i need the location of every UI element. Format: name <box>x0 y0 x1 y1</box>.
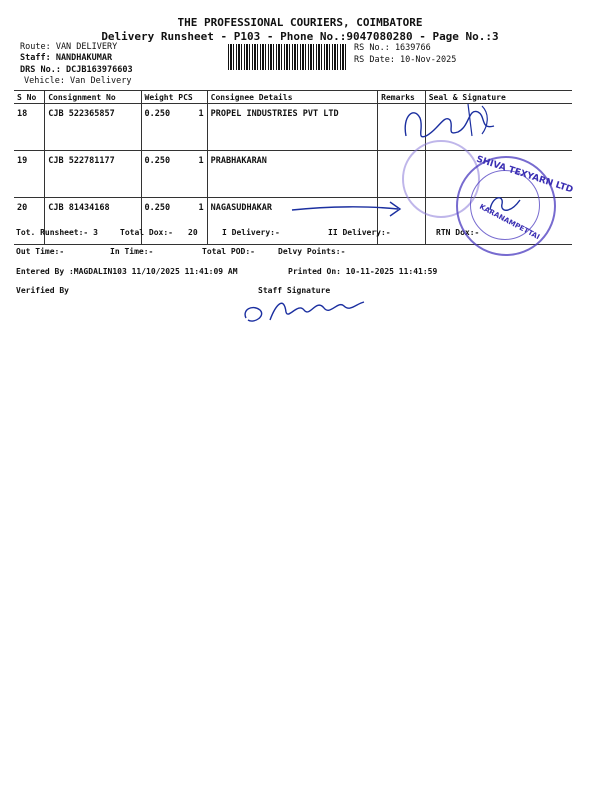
col-pcs: PCS <box>178 92 193 102</box>
barcode <box>228 44 348 70</box>
i-delivery: I Delivery:- <box>222 228 280 237</box>
row-weight-pcs: 0.250 1 <box>141 104 207 151</box>
col-weight: Weight PCS <box>141 91 207 104</box>
row-consignment: CJB 522781177 <box>45 151 141 198</box>
in-time: In Time:- <box>110 247 154 256</box>
verified-by: Verified By <box>16 286 69 295</box>
runsheet-subtitle: Delivery Runsheet - P103 - Phone No.:9047080280 - Page No.:3 <box>101 30 499 43</box>
drs-number: DRS No.: DCJB163976603 <box>20 65 133 75</box>
col-sno: S No <box>14 91 45 104</box>
printed-on: Printed On: 10-11-2025 11:41:59 <box>288 267 438 276</box>
row-weight-pcs: 0.250 1 <box>141 151 207 198</box>
rtn-dox: RTN Dox:- <box>436 228 480 237</box>
row-consignment: CJB 81434168 <box>45 198 141 245</box>
seal-signature <box>486 190 526 220</box>
row-sno: 20 <box>14 198 45 245</box>
company-title: THE PROFESSIONAL COURIERS, COIMBATORE <box>177 16 423 29</box>
row-consignee: PROPEL INDUSTRIES PVT LTD <box>207 104 378 151</box>
total-dox-value: 20 <box>188 228 198 237</box>
row-weight-pcs: 0.250 1 <box>141 198 207 245</box>
row-pcs: 1 <box>198 109 204 119</box>
row-consignment: CJB 522365857 <box>45 104 141 151</box>
row-pcs: 1 <box>198 156 204 166</box>
entered-by: Entered By :MAGDALIN103 11/10/2025 11:41:09 AM <box>16 267 238 276</box>
out-time: Out Time:- <box>16 247 65 256</box>
ii-delivery: II Delivery:- <box>328 228 391 237</box>
staff-signature <box>240 290 370 330</box>
row-consignee: NAGASUDHAKAR <box>207 198 378 245</box>
total-dox: Total Dox:- <box>120 228 173 237</box>
row-sno: 18 <box>14 104 45 151</box>
row-consignee: PRABHAKARAN <box>207 151 378 198</box>
col-consignment: Consignment No <box>45 91 141 104</box>
delvy-points: Delvy Points:- <box>278 247 346 256</box>
col-consignee: Consignee Details <box>207 91 378 104</box>
total-pod: Total POD:- <box>202 247 255 256</box>
rs-date: RS Date: 10-Nov-2025 <box>354 55 457 65</box>
col-remarks: Remarks <box>378 91 426 104</box>
staff-signature-label: Staff Signature <box>258 286 331 295</box>
staff-label: Staff: NANDHAKUMAR <box>20 53 113 63</box>
seal-company-name: SHIVA TEXYARN LTD <box>474 154 575 196</box>
route-label: Route: VAN DELIVERY <box>20 42 118 52</box>
row-sno: 19 <box>14 151 45 198</box>
rs-number: RS No.: 1639766 <box>354 43 431 53</box>
vehicle-label: Vehicle: Van Delivery <box>24 76 132 86</box>
seal-location: KARANAMPETTAI <box>478 202 541 242</box>
total-runsheet: Tot. Runsheet:- 3 <box>16 228 98 237</box>
row-pcs: 1 <box>198 203 204 213</box>
col-seal-signature: Seal & Signature <box>425 91 572 104</box>
pen-arrow <box>290 196 410 220</box>
